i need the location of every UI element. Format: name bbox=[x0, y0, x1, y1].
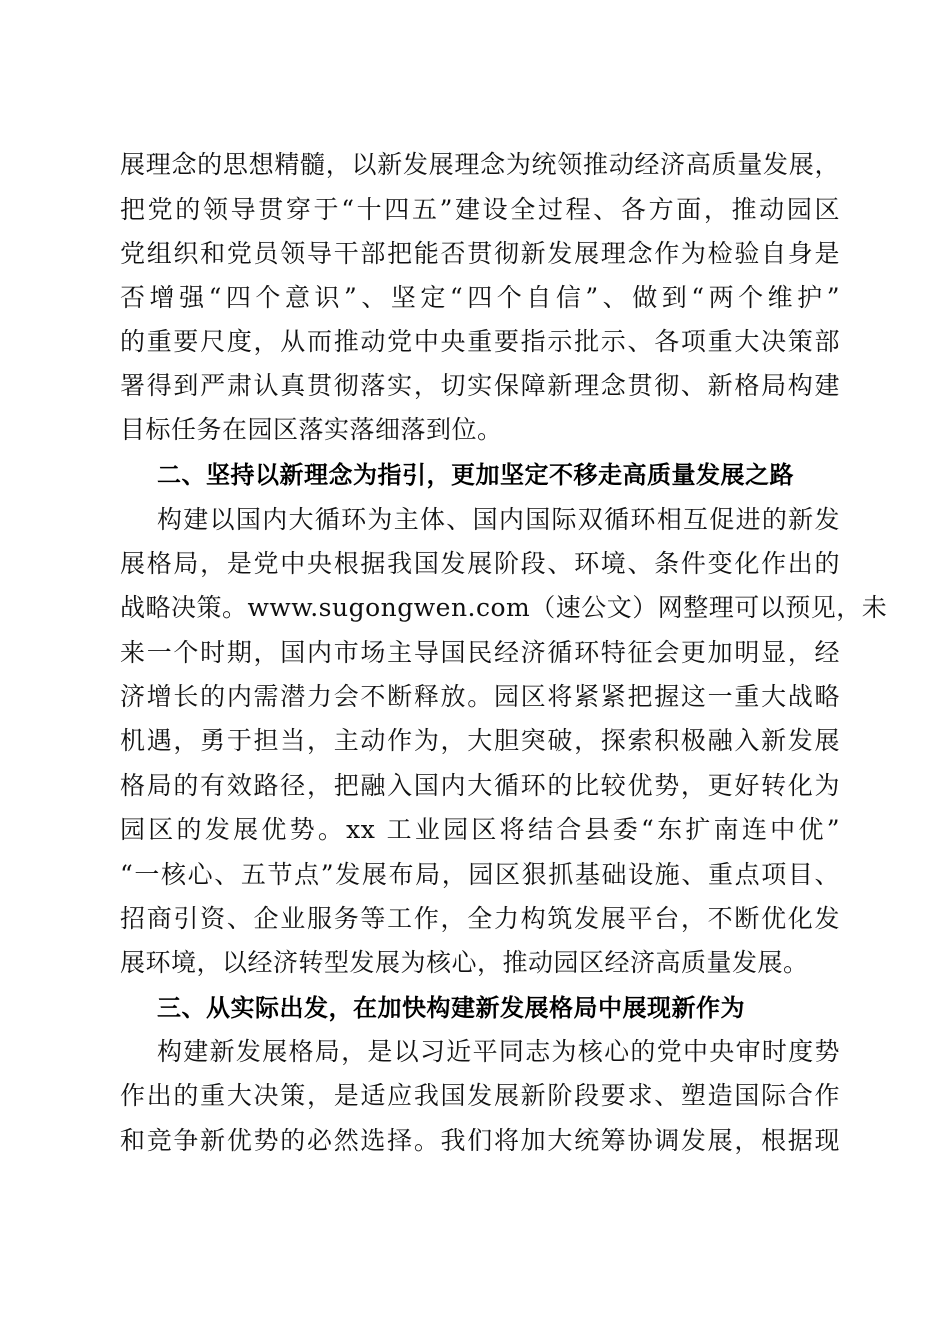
paragraph-line: 机遇，勇于担当，主动作为，大胆突破，探索积极融入新发展 bbox=[120, 726, 840, 755]
paragraph-line: 目标任务在园区落实落细落到位。 bbox=[120, 415, 503, 444]
paragraph-line: “一核心、五节点”发展布局，园区狠抓基础设施、重点项目、 bbox=[120, 860, 840, 889]
paragraph-line: 济增长的内需潜力会不断释放。园区将紧紧把握这一重大战略 bbox=[120, 682, 840, 711]
paragraph-line: 战略决策。www.sugongwen.com（速公文）网整理可以预见，未 bbox=[120, 593, 888, 622]
paragraph-line: 构建新发展格局，是以习近平同志为核心的党中央审时度势 bbox=[157, 1037, 840, 1066]
paragraph-line: 园区的发展优势。xx 工业园区将结合县委“东扩南连中优” bbox=[120, 815, 840, 844]
paragraph-line: 展格局，是党中央根据我国发展阶段、环境、条件变化作出的 bbox=[120, 549, 840, 578]
paragraph-line: 作出的重大决策，是适应我国发展新阶段要求、塑造国际合作 bbox=[120, 1081, 840, 1110]
paragraph-line: 来一个时期，国内市场主导国民经济循环特征会更加明显，经 bbox=[120, 638, 840, 667]
paragraph-line: 格局的有效路径，把融入国内大循环的比较优势，更好转化为 bbox=[120, 771, 840, 800]
paragraph-line: 展理念的思想精髓，以新发展理念为统领推动经济高质量发展， bbox=[120, 150, 840, 179]
section-heading: 三、从实际出发，在加快构建新发展格局中展现新作为 bbox=[157, 994, 745, 1022]
paragraph-line: 展环境，以经济转型发展为核心，推动园区经济高质量发展。 bbox=[120, 948, 809, 977]
paragraph-line: 否增强“四个意识”、坚定“四个自信”、做到“两个维护” bbox=[120, 283, 840, 312]
paragraph-line: 署得到严肃认真贯彻落实，切实保障新理念贯彻、新格局构建 bbox=[120, 371, 840, 400]
paragraph-line: 和竞争新优势的必然选择。我们将加大统筹协调发展，根据现 bbox=[120, 1126, 840, 1155]
section-heading: 二、坚持以新理念为指引，更加坚定不移走高质量发展之路 bbox=[157, 461, 794, 489]
paragraph-line: 党组织和党员领导干部把能否贯彻新发展理念作为检验自身是 bbox=[120, 239, 840, 268]
paragraph-line: 构建以国内大循环为主体、国内国际双循环相互促进的新发 bbox=[157, 505, 840, 534]
paragraph-line: 的重要尺度，从而推动党中央重要指示批示、各项重大决策部 bbox=[120, 327, 840, 356]
paragraph-line: 把党的领导贯穿于“十四五”建设全过程、各方面，推动园区 bbox=[120, 195, 840, 224]
paragraph-line: 招商引资、企业服务等工作，全力构筑发展平台，不断优化发 bbox=[120, 904, 840, 933]
